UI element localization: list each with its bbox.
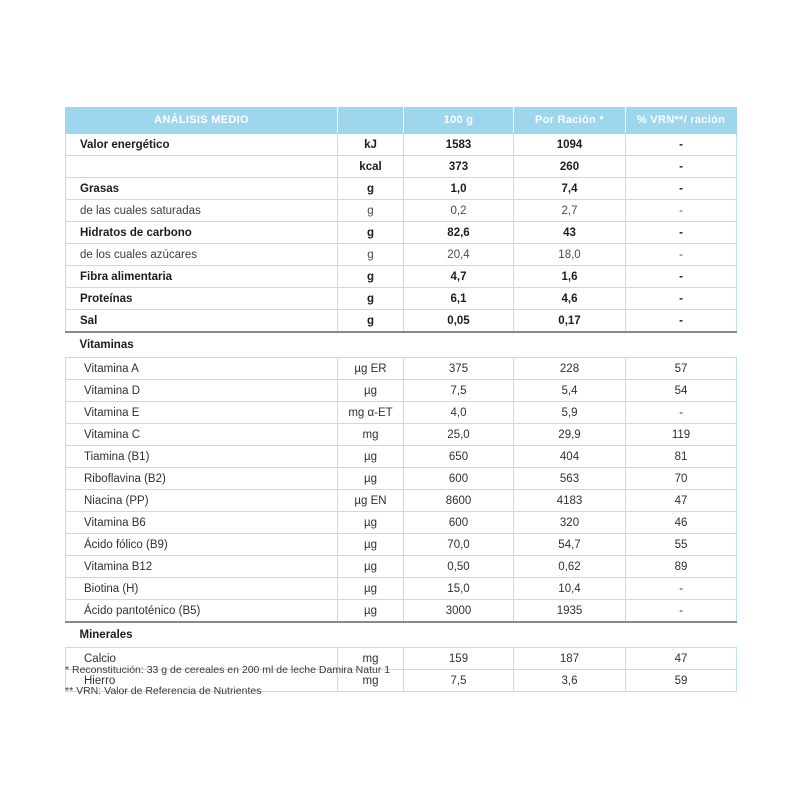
row-value-per-racion: 5,9 (514, 402, 626, 424)
row-value-vrn: 89 (626, 556, 737, 578)
row-value-vrn: 47 (626, 648, 737, 670)
row-label: Hierro (66, 670, 338, 692)
row-label: Valor energético (66, 134, 338, 156)
row-value-per-100g: 650 (404, 446, 514, 468)
row-value-vrn: - (626, 156, 737, 178)
row-value-per-100g: 1,0 (404, 178, 514, 200)
row-unit: µg (338, 446, 404, 468)
row-label: Calcio (66, 648, 338, 670)
row-value-vrn: 47 (626, 490, 737, 512)
row-value-vrn: 81 (626, 446, 737, 468)
row-label: Grasas (66, 178, 338, 200)
row-value-per-racion: 18,0 (514, 244, 626, 266)
table-row (66, 556, 737, 578)
row-label: de las cuales saturadas (66, 200, 338, 222)
column-header-vrn: % VRN**/ ración (626, 108, 737, 134)
row-value-vrn: 57 (626, 358, 737, 380)
row-value-per-racion: 4,6 (514, 288, 626, 310)
row-label: Vitamina B6 (66, 512, 338, 534)
row-label: Vitamina A (66, 358, 338, 380)
table-row (66, 222, 737, 244)
table-row (66, 134, 737, 156)
row-value-per-racion: 5,4 (514, 380, 626, 402)
row-value-per-racion: 228 (514, 358, 626, 380)
row-value-vrn: 54 (626, 380, 737, 402)
table-row (66, 600, 737, 623)
table-row (66, 156, 737, 178)
table-header (66, 108, 737, 134)
table-body (66, 134, 737, 692)
row-unit: µg (338, 380, 404, 402)
table-section-row (66, 622, 737, 648)
table-row (66, 446, 737, 468)
row-unit: g (338, 288, 404, 310)
row-value-per-100g: 7,5 (404, 670, 514, 692)
row-label: Niacina (PP) (66, 490, 338, 512)
table-row (66, 534, 737, 556)
footnote: ** VRN: Valor de Referencia de Nutrientes (65, 685, 262, 698)
row-value-vrn: - (626, 600, 737, 623)
row-value-per-100g: 159 (404, 648, 514, 670)
row-value-per-racion: 29,9 (514, 424, 626, 446)
section-title: Minerales (66, 622, 737, 648)
table-row (66, 578, 737, 600)
row-value-per-racion: 0,62 (514, 556, 626, 578)
row-unit: g (338, 222, 404, 244)
row-value-vrn: - (626, 578, 737, 600)
row-unit: µg (338, 468, 404, 490)
row-value-per-100g: 7,5 (404, 380, 514, 402)
row-value-per-racion: 2,7 (514, 200, 626, 222)
row-value-per-racion: 260 (514, 156, 626, 178)
row-unit: µg EN (338, 490, 404, 512)
row-value-per-100g: 373 (404, 156, 514, 178)
row-value-per-racion: 1094 (514, 134, 626, 156)
section-title: Vitaminas (66, 332, 737, 358)
row-value-per-100g: 4,0 (404, 402, 514, 424)
table-row (66, 468, 737, 490)
row-value-vrn: 55 (626, 534, 737, 556)
row-label: Biotina (H) (66, 578, 338, 600)
row-value-per-100g: 4,7 (404, 266, 514, 288)
nutrition-table-container (65, 107, 736, 692)
row-value-per-100g: 1583 (404, 134, 514, 156)
row-value-vrn: - (626, 288, 737, 310)
row-unit: mg (338, 670, 404, 692)
row-unit: g (338, 310, 404, 333)
row-label: Fibra alimentaria (66, 266, 338, 288)
row-value-per-racion: 54,7 (514, 534, 626, 556)
row-value-per-100g: 8600 (404, 490, 514, 512)
table-row (66, 402, 737, 424)
row-value-vrn: - (626, 178, 737, 200)
row-value-per-racion: 43 (514, 222, 626, 244)
column-header-analysis: ANÁLISIS MEDIO (66, 108, 338, 134)
row-value-vrn: - (626, 266, 737, 288)
table-row (66, 178, 737, 200)
row-label: Hidratos de carbono (66, 222, 338, 244)
row-value-per-100g: 600 (404, 468, 514, 490)
column-header-unit (338, 108, 404, 134)
nutrition-table (65, 107, 737, 692)
row-value-vrn: - (626, 310, 737, 333)
row-value-per-racion: 320 (514, 512, 626, 534)
column-header-per-racion: Por Ración * (514, 108, 626, 134)
row-value-per-racion: 563 (514, 468, 626, 490)
row-unit: kJ (338, 134, 404, 156)
row-label (66, 156, 338, 178)
row-unit: mg α-ET (338, 402, 404, 424)
row-value-per-100g: 20,4 (404, 244, 514, 266)
row-value-vrn: - (626, 244, 737, 266)
table-row (66, 288, 737, 310)
row-unit: µg (338, 578, 404, 600)
row-value-vrn: 70 (626, 468, 737, 490)
row-value-vrn: 119 (626, 424, 737, 446)
row-value-per-racion: 4183 (514, 490, 626, 512)
table-section-row (66, 332, 737, 358)
row-value-vrn: - (626, 200, 737, 222)
row-label: de los cuales azúcares (66, 244, 338, 266)
row-value-vrn: - (626, 222, 737, 244)
row-label: Riboflavina (B2) (66, 468, 338, 490)
table-row (66, 380, 737, 402)
row-value-per-racion: 7,4 (514, 178, 626, 200)
row-value-per-100g: 82,6 (404, 222, 514, 244)
row-unit: g (338, 178, 404, 200)
row-value-per-racion: 1,6 (514, 266, 626, 288)
row-unit: kcal (338, 156, 404, 178)
table-row (66, 490, 737, 512)
row-value-per-100g: 6,1 (404, 288, 514, 310)
row-value-per-100g: 0,2 (404, 200, 514, 222)
footnotes (65, 664, 745, 706)
row-value-per-100g: 0,05 (404, 310, 514, 333)
table-row (66, 512, 737, 534)
row-label: Proteínas (66, 288, 338, 310)
row-value-per-100g: 0,50 (404, 556, 514, 578)
row-label: Ácido fólico (B9) (66, 534, 338, 556)
row-value-per-100g: 15,0 (404, 578, 514, 600)
row-label: Vitamina B12 (66, 556, 338, 578)
table-row (66, 358, 737, 380)
row-unit: µg ER (338, 358, 404, 380)
footnote: * Reconstitución: 33 g de cereales en 200 ml de leche Damira Natur 1 (65, 664, 391, 676)
row-value-vrn: - (626, 402, 737, 424)
row-unit: µg (338, 534, 404, 556)
row-value-vrn: - (626, 134, 737, 156)
row-value-per-racion: 3,6 (514, 670, 626, 692)
row-label: Ácido pantoténico (B5) (66, 600, 338, 623)
row-unit: mg (338, 424, 404, 446)
row-value-per-racion: 0,17 (514, 310, 626, 333)
row-label: Sal (66, 310, 338, 333)
row-label: Vitamina C (66, 424, 338, 446)
row-value-per-racion: 10,4 (514, 578, 626, 600)
table-header-row (66, 108, 737, 134)
row-value-per-100g: 3000 (404, 600, 514, 623)
column-header-per-100g: 100 g (404, 108, 514, 134)
row-value-per-racion: 187 (514, 648, 626, 670)
table-row (66, 424, 737, 446)
row-value-per-100g: 25,0 (404, 424, 514, 446)
row-value-per-racion: 404 (514, 446, 626, 468)
row-unit: µg (338, 512, 404, 534)
row-label: Vitamina D (66, 380, 338, 402)
row-unit: g (338, 200, 404, 222)
row-value-per-100g: 70,0 (404, 534, 514, 556)
row-label: Vitamina E (66, 402, 338, 424)
row-value-per-racion: 1935 (514, 600, 626, 623)
row-unit: µg (338, 600, 404, 623)
row-unit: g (338, 266, 404, 288)
row-value-per-100g: 600 (404, 512, 514, 534)
row-label: Tiamina (B1) (66, 446, 338, 468)
table-row (66, 310, 737, 333)
table-row (66, 244, 737, 266)
row-value-vrn: 59 (626, 670, 737, 692)
table-row (66, 200, 737, 222)
row-value-vrn: 46 (626, 512, 737, 534)
row-unit: µg (338, 556, 404, 578)
row-value-per-100g: 375 (404, 358, 514, 380)
row-unit: g (338, 244, 404, 266)
row-unit: mg (338, 648, 404, 670)
table-row (66, 266, 737, 288)
